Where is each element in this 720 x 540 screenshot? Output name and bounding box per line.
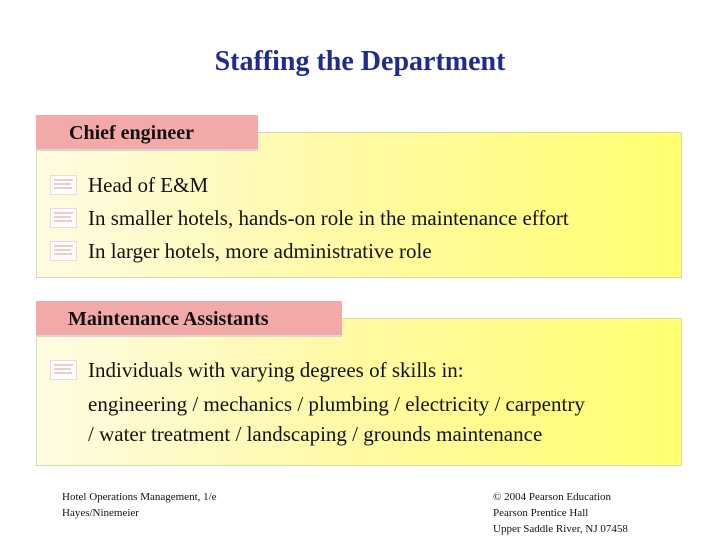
bullet-head-of-em: Head of E&M: [88, 173, 209, 197]
footer-address: Upper Saddle River, NJ 07458: [493, 523, 628, 535]
bullet-smaller-hotels: In smaller hotels, hands-on role in the maintenance effort: [88, 206, 569, 230]
footer-publisher: Pearson Prentice Hall: [493, 507, 589, 519]
chief-engineer-heading: Chief engineer: [36, 115, 258, 151]
image-placeholder-icon: [50, 175, 77, 195]
footer-book-title: Hotel Operations Management, 1/e: [62, 491, 217, 503]
footer-copyright: © 2004 Pearson Education: [493, 491, 612, 503]
bullet-individuals: Individuals with varying degrees of skills in:: [88, 358, 464, 382]
image-placeholder-icon: [50, 208, 77, 228]
image-placeholder-icon: [50, 241, 77, 261]
footer-authors: Hayes/Ninemeier: [62, 507, 139, 519]
bullet-larger-hotels: In larger hotels, more administrative role: [88, 239, 432, 263]
footer-left: [62, 489, 217, 521]
maintenance-assistants-heading: Maintenance Assistants: [36, 301, 342, 337]
skills-list-line1: engineering / mechanics / plumbing / electricity / carpentry: [88, 392, 585, 416]
image-placeholder-icon: [50, 360, 77, 380]
footer-right: [493, 489, 628, 537]
skills-list-line2: / water treatment / landscaping / grounds maintenance: [88, 422, 543, 446]
slide-title: Staffing the Department: [214, 46, 506, 77]
